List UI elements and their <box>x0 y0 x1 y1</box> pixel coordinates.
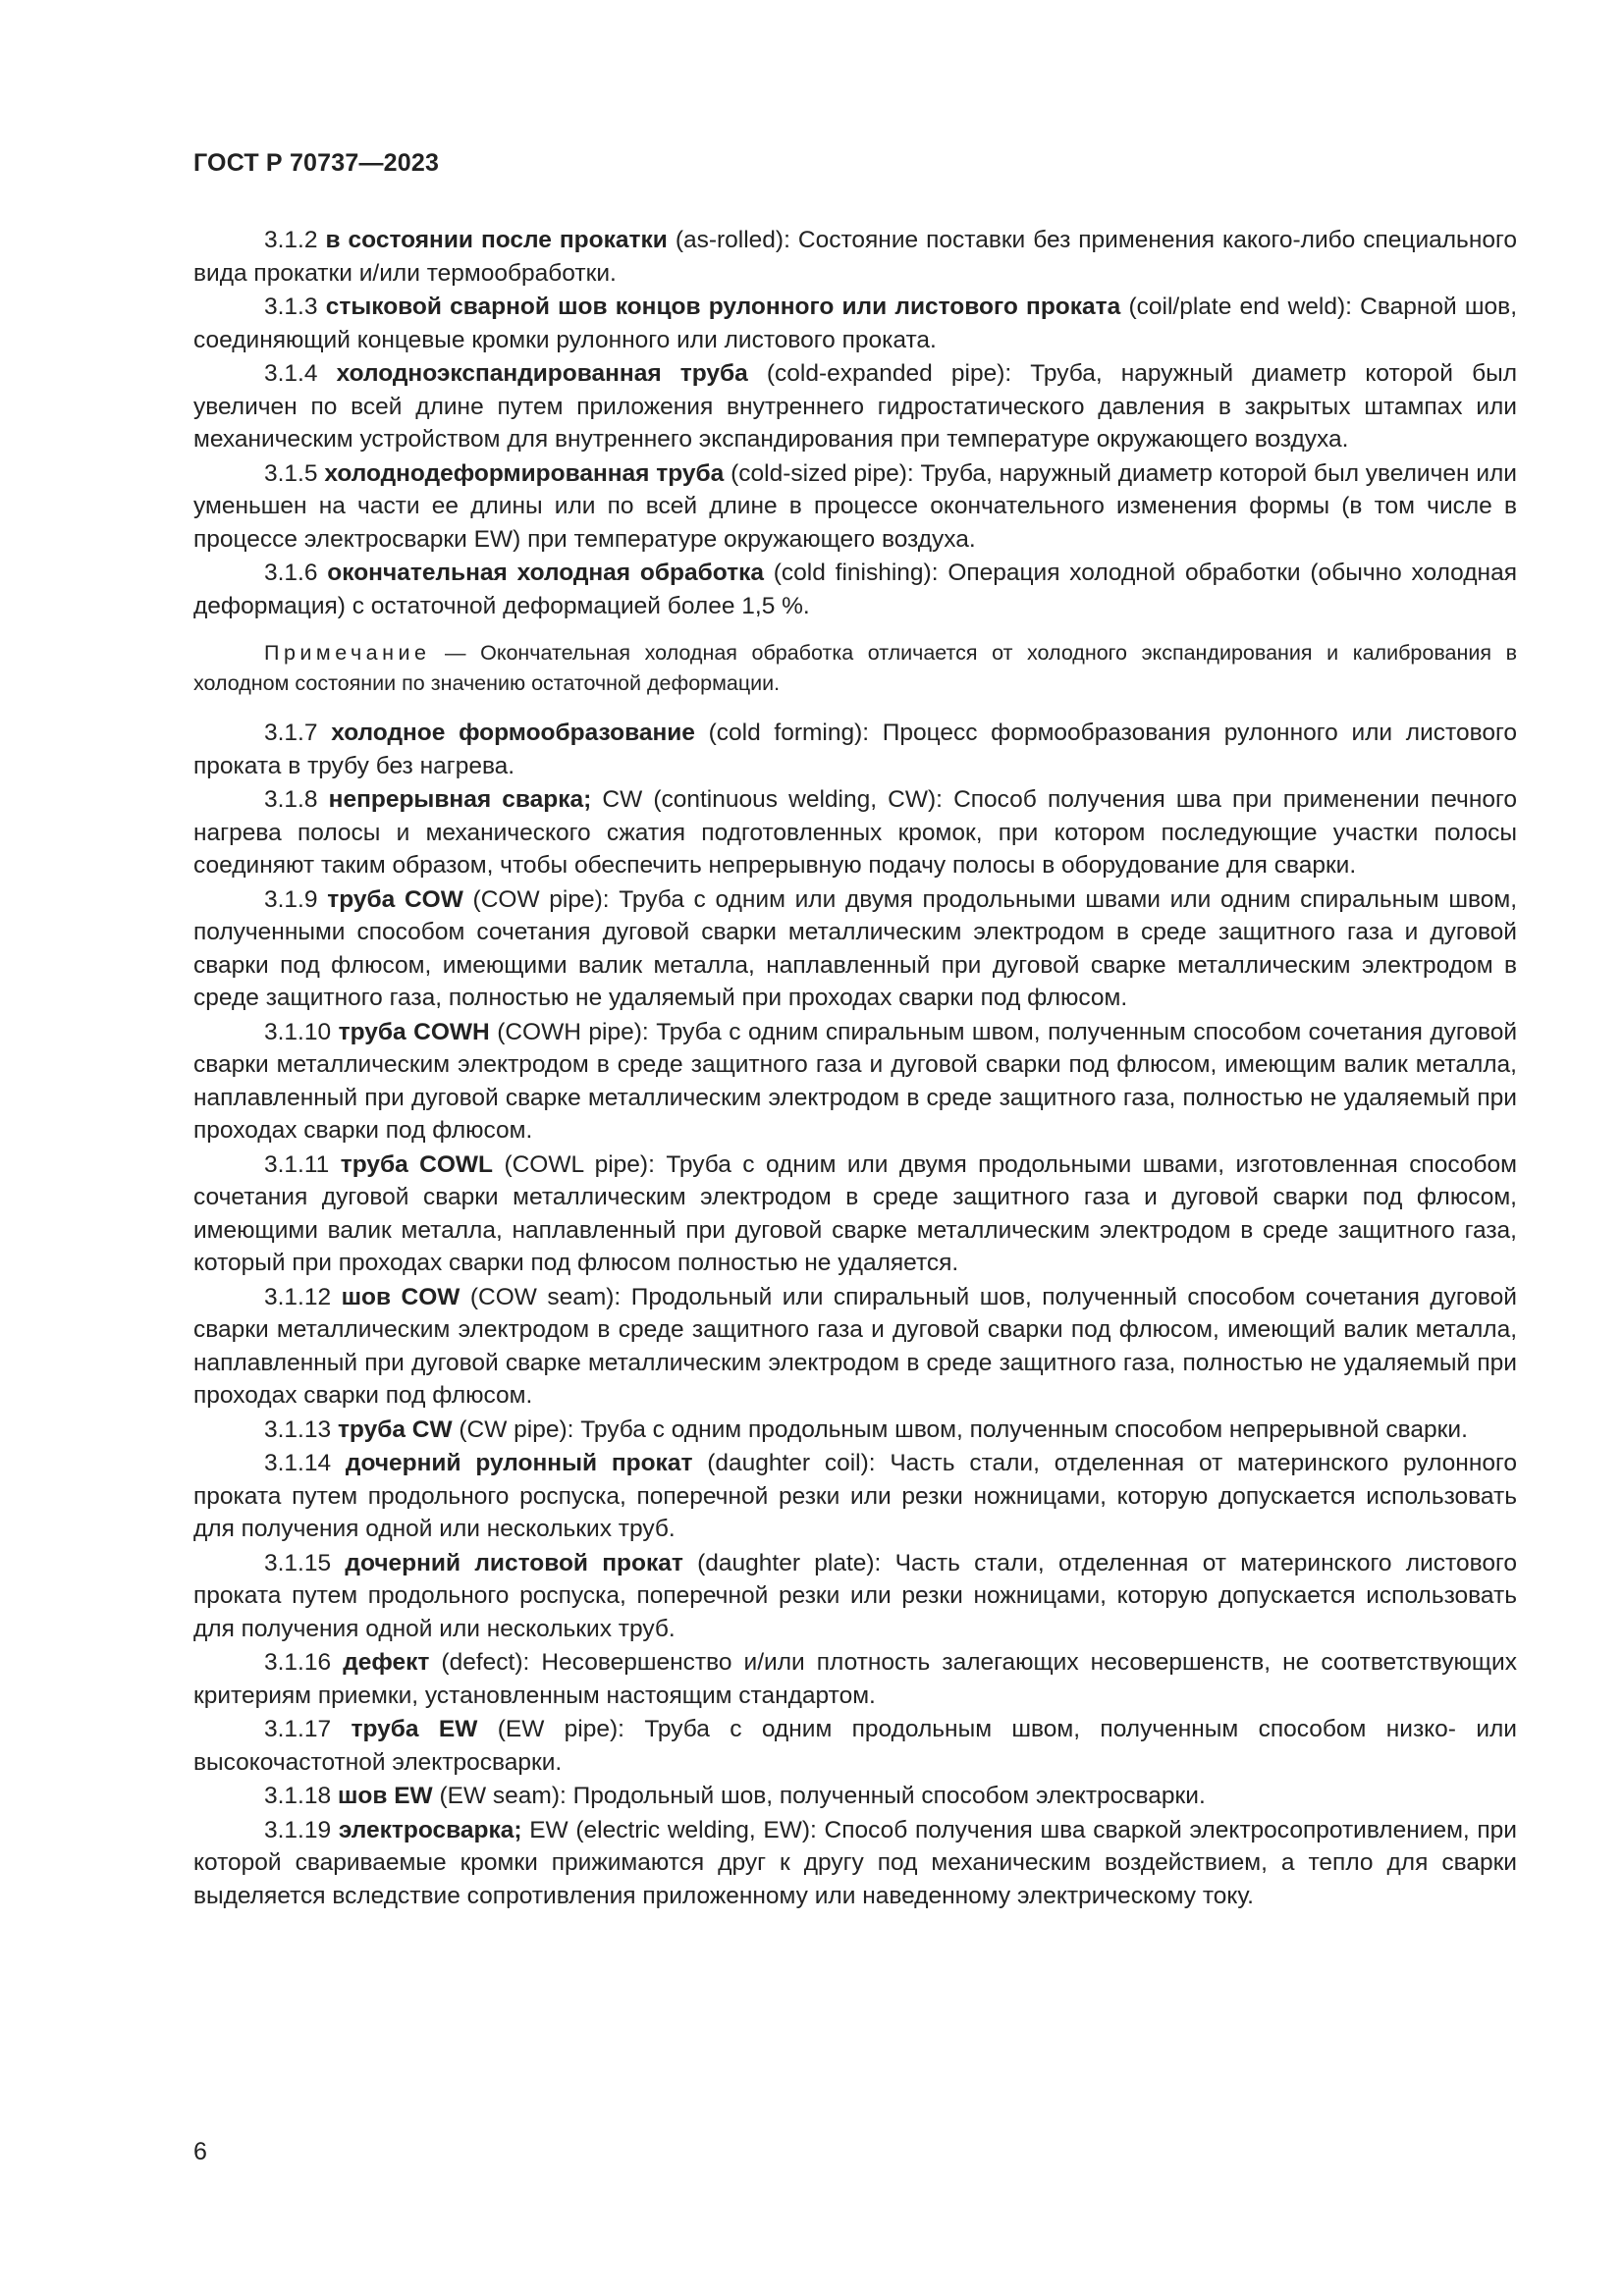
definition-term: холоднодеформированная труба <box>324 459 725 487</box>
definition-term: шов EW <box>337 1783 433 1809</box>
definition-text: (cold forming): Процесс формообразования рулонного или листового проката в трубу без нагрева. <box>193 720 1517 779</box>
definition-number: 3.1.19 <box>264 1816 332 1843</box>
definition-term: стыковой сварной шов концов рулонного или листового проката <box>325 294 1121 320</box>
note-label: Примечание <box>264 641 431 665</box>
definitions-section <box>193 224 1517 1913</box>
definition-text: (defect): Несовершенство и/или плотность залегающих несовершенств, не соответствующих критериям приемки, установленным настоящим стандартом. <box>193 1649 1517 1709</box>
definition-item <box>193 357 1517 456</box>
definitions-group-b <box>193 717 1517 1912</box>
definition-text: EW (electric welding, EW): Способ получения шва сваркой электросопротивлением, при которой свариваемые кромки прижимаются друг к другу под механическим воздействием, а тепло для сварки выделяется вследствие сопротивления приложенному или наведенному электрическому току. <box>193 1816 1517 1909</box>
definition-text: CW (continuous welding, CW): Способ получения шва при применении печного нагрева полосы и механического сжатия подготовленных кромок, при котором последующие участки полосы соединяют таким образом, чтобы обеспечить непрерывную подачу полосы в оборудование для сварки. <box>193 786 1517 879</box>
definition-number: 3.1.13 <box>264 1415 332 1443</box>
definition-number: 3.1.5 <box>264 459 318 487</box>
definition-term: в состоянии после прокатки <box>325 227 668 253</box>
definition-text: (coil/plate end weld): Сварной шов, соединяющий концевые кромки рулонного или листового проката. <box>193 294 1517 353</box>
definition-item <box>193 291 1517 356</box>
definition-item <box>193 557 1517 622</box>
definition-text: (daughter coil): Часть стали, отделенная от материнского рулонного проката путем продольного роспуска, поперечной резки или резки ножницами, которую допускается использовать для получения одной или нескольких труб. <box>193 1450 1517 1542</box>
definition-term: непрерывная сварка; <box>328 786 592 813</box>
definition-text: (cold finishing): Операция холодной обработки (обычно холодная деформация) с остаточной деформацией более 1,5 %. <box>193 560 1517 619</box>
definition-term: труба COWL <box>340 1150 494 1178</box>
definition-term: дочерний рулонный прокат <box>345 1450 693 1476</box>
definition-number: 3.1.14 <box>264 1450 332 1476</box>
note-text: — Окончательная холодная обработка отличается от холодного экспандирования и калибрования в холодном состоянии по значению остаточной деформации. <box>193 641 1517 695</box>
definition-number: 3.1.16 <box>264 1649 332 1676</box>
definition-term: шов COW <box>341 1283 460 1310</box>
definition-text: (cold-sized pipe): Труба, наружный диаметр которой был увеличен или уменьшен на части ее длины или по всей длине в процессе окончательного изменения формы (в том числе в процессе электросварки EW) при температуре окружающего воздуха. <box>193 459 1517 553</box>
definition-item <box>193 1646 1517 1712</box>
definition-term: труба COW <box>327 885 463 913</box>
definition-term: дефект <box>343 1649 430 1676</box>
definition-text: (COWL pipe): Труба с одним или двумя продольными швами, изготовленная способом сочетания дуговой сварки металлическим электродом в среде защитного газа и дуговой сварки под флюсом, имеющими валик металла, наплавленный при дуговой сварке металлическим электродом в среде защитного газа, который при проходах сварки под флюсом полностью не удаляется. <box>193 1150 1517 1276</box>
definition-text: (COWH pipe): Труба с одним спиральным швом, полученным способом сочетания дуговой сварки металлическим электродом в среде защитного газа и дуговой сварки под флюсом, имеющим валик металла, наплавленный при дуговой сварке металлическим электродом в среде защитного газа, полностью не удаляемый при проходах сварки под флюсом. <box>193 1018 1518 1144</box>
definition-item <box>193 1281 1517 1413</box>
definition-item <box>193 1414 1517 1447</box>
definition-item <box>193 224 1517 290</box>
definition-term: холодноэкспандированная труба <box>336 360 748 387</box>
definition-term: труба COWH <box>338 1018 490 1045</box>
definition-number: 3.1.7 <box>264 720 318 746</box>
definition-item <box>193 1547 1517 1646</box>
definition-number: 3.1.2 <box>264 227 318 253</box>
definition-item <box>193 717 1517 782</box>
definition-number: 3.1.11 <box>264 1150 330 1178</box>
definition-item <box>193 1780 1517 1813</box>
definition-term: труба CW <box>337 1415 453 1443</box>
definition-number: 3.1.18 <box>264 1783 332 1809</box>
definition-item <box>193 883 1517 1015</box>
definition-term: дочерний листовой прокат <box>345 1549 683 1576</box>
definitions-group-a <box>193 224 1517 622</box>
definition-item <box>193 1016 1517 1148</box>
definition-text: (COW pipe): Труба с одним или двумя продольными швами или одним спиральным швом, полученными способом сочетания дуговой сварки металлическим электродом в среде защитного газа и дуговой сварки под флюсом, имеющими валик металла, наплавленный при дуговой сварке металлическим электродом в среде защитного газа, полностью не удаляемый при проходах сварки под флюсом. <box>193 885 1517 1011</box>
definition-item <box>193 1148 1517 1280</box>
definition-number: 3.1.3 <box>264 294 318 320</box>
definition-term: электросварка; <box>338 1816 522 1843</box>
note <box>193 638 1517 699</box>
definition-term: окончательная холодная обработка <box>327 560 764 586</box>
definition-number: 3.1.15 <box>264 1549 332 1576</box>
definition-text: (EW pipe): Труба с одним продольным швом, полученным способом низко- или высокочастотной электросварки. <box>193 1716 1517 1776</box>
definition-number: 3.1.8 <box>264 786 318 813</box>
definition-number: 3.1.12 <box>264 1283 332 1310</box>
definition-number: 3.1.17 <box>264 1716 332 1742</box>
definition-term: холодное формообразование <box>331 720 695 746</box>
definition-term: труба EW <box>351 1716 478 1742</box>
definition-text: (cold-expanded pipe): Труба, наружный диаметр которой был увеличен по всей длине путем приложения внутреннего гидростатического давления в закрытых штампах или механическим устройством для внутреннего экспандирования при температуре окружающего воздуха. <box>193 360 1518 453</box>
definition-text: (COW seam): Продольный или спиральный шов, полученный способом сочетания дуговой сварки металлическим электродом в среде защитного газа и дуговой сварки под флюсом, имеющий валик металла, наплавленный при дуговой сварке металлическим электродом в среде защитного газа, полностью не удаляемый при проходах сварки под флюсом. <box>193 1283 1517 1409</box>
definition-item <box>193 457 1517 557</box>
definition-text: (EW seam): Продольный шов, полученный способом электросварки. <box>432 1783 1206 1809</box>
document-code-header: ГОСТ Р 70737—2023 <box>193 149 440 177</box>
page-number: 6 <box>193 2138 207 2165</box>
definition-item <box>193 1713 1517 1779</box>
definition-number: 3.1.10 <box>264 1018 332 1045</box>
definition-number: 3.1.6 <box>264 560 318 586</box>
definition-item <box>193 1814 1517 1913</box>
definition-text: (as-rolled): Состояние поставки без применения какого-либо специального вида прокатки и/или термообработки. <box>193 227 1517 287</box>
definition-item <box>193 1447 1517 1546</box>
definition-number: 3.1.4 <box>264 360 318 387</box>
definition-item <box>193 783 1517 882</box>
definition-text: (CW pipe): Труба с одним продольным швом, полученным способом непрерывной сварки. <box>452 1415 1468 1443</box>
definition-text: (daughter plate): Часть стали, отделенная от материнского листового проката путем продольного роспуска, поперечной резки или резки ножницами, которую допускается использовать для получения одной или нескольких труб. <box>193 1549 1517 1642</box>
definition-number: 3.1.9 <box>264 885 318 913</box>
